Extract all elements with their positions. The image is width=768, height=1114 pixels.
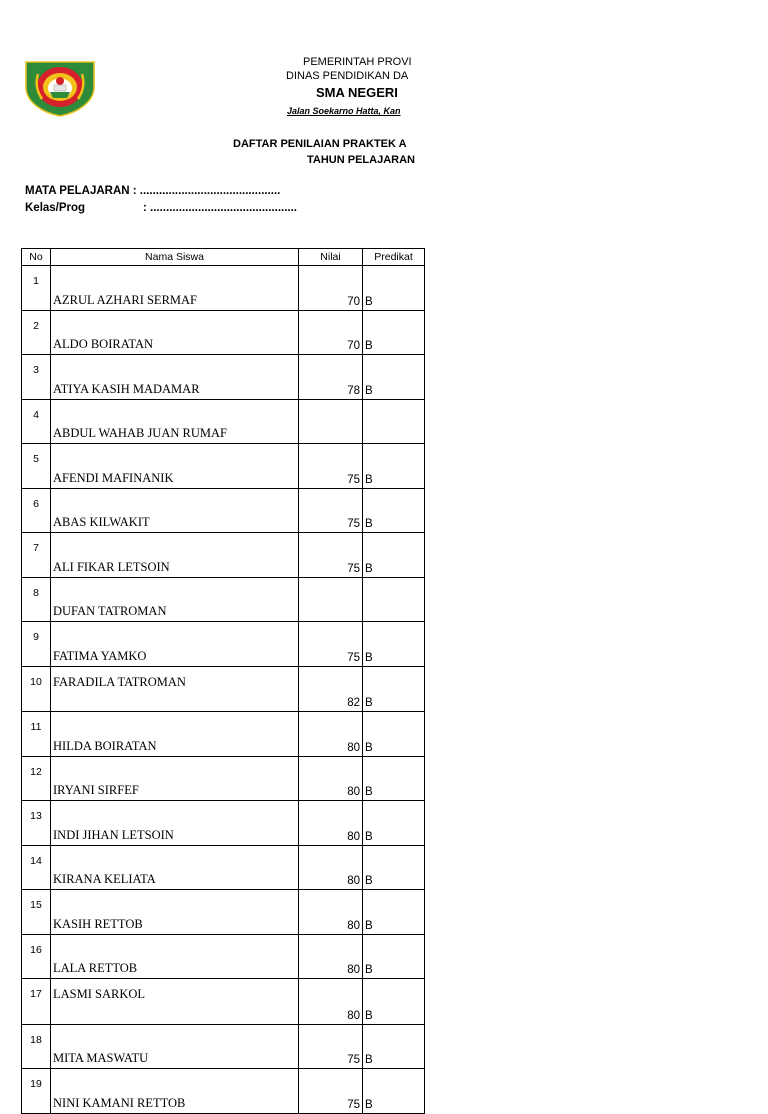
header-address: Jalan Soekarno Hatta, Kan bbox=[287, 106, 401, 116]
row-number: 17 bbox=[22, 979, 51, 1025]
subject-value: ............................................ bbox=[136, 185, 281, 197]
table-row bbox=[22, 1069, 425, 1114]
score-value: 80 bbox=[299, 801, 363, 846]
table-row bbox=[22, 310, 425, 355]
class-value: : .............................................. bbox=[143, 202, 297, 214]
score-value: 70 bbox=[299, 310, 363, 355]
score-value: 70 bbox=[299, 266, 363, 311]
row-number: 15 bbox=[22, 890, 51, 935]
student-name: ATIYA KASIH MADAMAR bbox=[51, 355, 299, 400]
table-row bbox=[22, 577, 425, 622]
student-name: MITA MASWATU bbox=[51, 1024, 299, 1069]
grade-predicate: B bbox=[363, 533, 425, 578]
row-number: 2 bbox=[22, 310, 51, 355]
student-name: INDI JIHAN LETSOIN bbox=[51, 801, 299, 846]
row-number: 3 bbox=[22, 355, 51, 400]
table-header-row bbox=[22, 249, 425, 266]
student-name: FATIMA YAMKO bbox=[51, 622, 299, 667]
student-name: DUFAN TATROMAN bbox=[51, 577, 299, 622]
grade-predicate bbox=[363, 577, 425, 622]
table-row bbox=[22, 1024, 425, 1069]
header-department-line: DINAS PENDIDIKAN DA bbox=[286, 70, 409, 82]
student-name: ABAS KILWAKIT bbox=[51, 488, 299, 533]
column-header-no: No bbox=[22, 249, 51, 266]
grade-predicate: B bbox=[363, 845, 425, 890]
table-row bbox=[22, 890, 425, 935]
subject-label: MATA PELAJARAN : bbox=[25, 185, 137, 197]
row-number: 1 bbox=[22, 266, 51, 311]
student-name: KIRANA KELIATA bbox=[51, 845, 299, 890]
row-number: 9 bbox=[22, 622, 51, 667]
row-number: 7 bbox=[22, 533, 51, 578]
row-number: 19 bbox=[22, 1069, 51, 1114]
grade-predicate: B bbox=[363, 622, 425, 667]
score-value bbox=[299, 399, 363, 444]
table-row bbox=[22, 801, 425, 846]
class-field bbox=[25, 202, 297, 214]
table-row bbox=[22, 444, 425, 489]
table-row bbox=[22, 756, 425, 801]
table-row bbox=[22, 934, 425, 979]
table-row bbox=[22, 845, 425, 890]
subject-field bbox=[25, 185, 280, 197]
score-value: 75 bbox=[299, 444, 363, 489]
score-value: 75 bbox=[299, 488, 363, 533]
grade-predicate: B bbox=[363, 712, 425, 757]
row-number: 5 bbox=[22, 444, 51, 489]
grade-predicate: B bbox=[363, 355, 425, 400]
grade-predicate: B bbox=[363, 1024, 425, 1069]
row-number: 8 bbox=[22, 577, 51, 622]
score-value: 78 bbox=[299, 355, 363, 400]
score-value: 80 bbox=[299, 890, 363, 935]
student-name: AZRUL AZHARI SERMAF bbox=[51, 266, 299, 311]
student-name: FARADILA TATROMAN bbox=[51, 666, 299, 712]
student-name: ALDO BOIRATAN bbox=[51, 310, 299, 355]
grade-predicate: B bbox=[363, 444, 425, 489]
grade-predicate: B bbox=[363, 756, 425, 801]
student-name: ABDUL WAHAB JUAN RUMAF bbox=[51, 399, 299, 444]
grades-table bbox=[21, 248, 425, 1114]
column-header-grade: Predikat bbox=[363, 249, 425, 266]
table-row bbox=[22, 533, 425, 578]
score-value: 80 bbox=[299, 756, 363, 801]
row-number: 11 bbox=[22, 712, 51, 757]
table-body bbox=[22, 266, 425, 1114]
grade-predicate: B bbox=[363, 488, 425, 533]
score-value: 75 bbox=[299, 533, 363, 578]
row-number: 4 bbox=[22, 399, 51, 444]
row-number: 13 bbox=[22, 801, 51, 846]
score-value: 75 bbox=[299, 1069, 363, 1114]
score-value: 80 bbox=[299, 845, 363, 890]
table-row bbox=[22, 266, 425, 311]
student-name: IRYANI SIRFEF bbox=[51, 756, 299, 801]
table-row bbox=[22, 399, 425, 444]
grade-predicate: B bbox=[363, 801, 425, 846]
student-name: NINI KAMANI RETTOB bbox=[51, 1069, 299, 1114]
score-value: 82 bbox=[299, 666, 363, 712]
table-row bbox=[22, 712, 425, 757]
table-row bbox=[22, 355, 425, 400]
row-number: 12 bbox=[22, 756, 51, 801]
score-value bbox=[299, 577, 363, 622]
header-government-line: PEMERINTAH PROVI bbox=[303, 56, 412, 68]
row-number: 18 bbox=[22, 1024, 51, 1069]
student-name: LASMI SARKOL bbox=[51, 979, 299, 1025]
table-row bbox=[22, 666, 425, 712]
row-number: 10 bbox=[22, 666, 51, 712]
grade-predicate: B bbox=[363, 266, 425, 311]
student-name: AFENDI MAFINANIK bbox=[51, 444, 299, 489]
score-value: 80 bbox=[299, 712, 363, 757]
grade-predicate: B bbox=[363, 310, 425, 355]
student-name: HILDA BOIRATAN bbox=[51, 712, 299, 757]
document-subtitle: TAHUN PELAJARAN bbox=[307, 154, 415, 166]
grade-predicate: B bbox=[363, 666, 425, 712]
score-value: 80 bbox=[299, 934, 363, 979]
class-label: Kelas/Prog bbox=[25, 202, 86, 214]
row-number: 16 bbox=[22, 934, 51, 979]
grade-predicate bbox=[363, 399, 425, 444]
row-number: 14 bbox=[22, 845, 51, 890]
school-emblem-logo bbox=[24, 59, 96, 117]
header-school-name: SMA NEGERI bbox=[316, 85, 398, 100]
score-value: 75 bbox=[299, 622, 363, 667]
document-title: DAFTAR PENILAIAN PRAKTEK A bbox=[233, 138, 407, 150]
grade-predicate: B bbox=[363, 890, 425, 935]
column-header-value: Nilai bbox=[299, 249, 363, 266]
table-row bbox=[22, 488, 425, 533]
table-row bbox=[22, 622, 425, 667]
grade-predicate: B bbox=[363, 1069, 425, 1114]
row-number: 6 bbox=[22, 488, 51, 533]
student-name: LALA RETTOB bbox=[51, 934, 299, 979]
table-row bbox=[22, 979, 425, 1025]
column-header-name: Nama Siswa bbox=[51, 249, 299, 266]
student-name: KASIH RETTOB bbox=[51, 890, 299, 935]
student-name: ALI FIKAR LETSOIN bbox=[51, 533, 299, 578]
score-value: 80 bbox=[299, 979, 363, 1025]
score-value: 75 bbox=[299, 1024, 363, 1069]
grade-predicate: B bbox=[363, 934, 425, 979]
grade-predicate: B bbox=[363, 979, 425, 1025]
